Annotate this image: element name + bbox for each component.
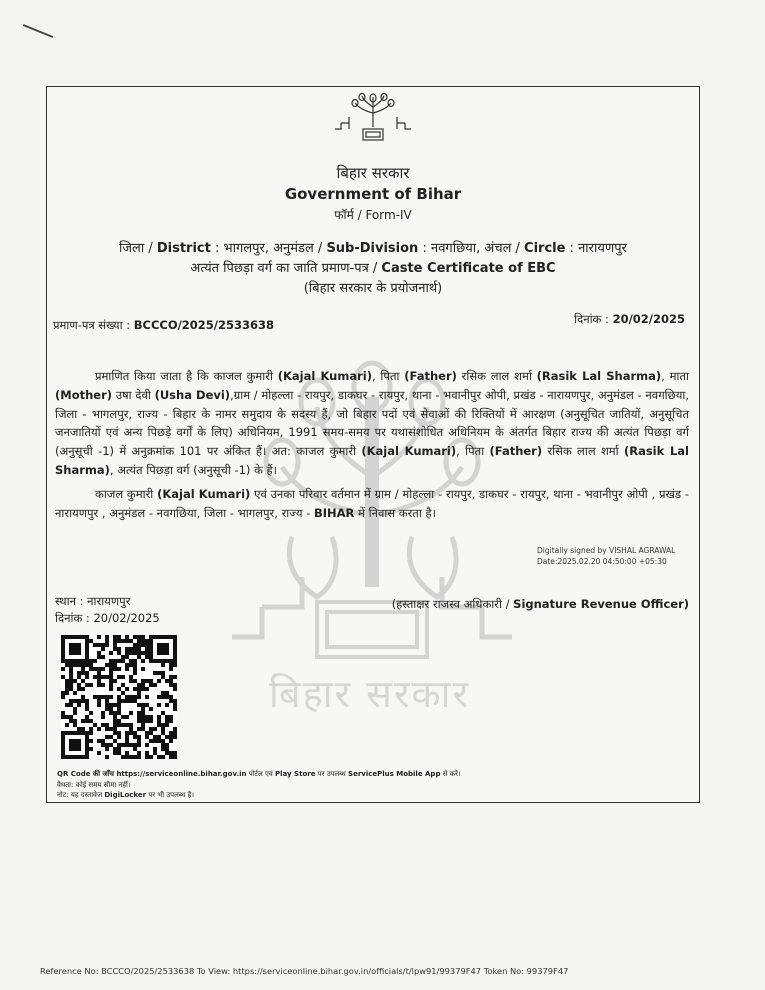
digilocker-note: नोट: यह दस्तावेज DigiLocker पर भी उपलब्ध है। [57, 791, 194, 799]
footer-reference: Reference No: BCCCO/2025/2533638 To View: https://serviceonline.bihar.gov.in/officials/t/lpw91/99379F47 Token No: 99379F47 [40, 966, 569, 976]
place-date-block [55, 593, 160, 627]
watermark-text: बिहार सरकार [269, 672, 470, 716]
certificate-type: अत्यंत पिछड़ा वर्ग का जाति प्रमाण-पत्र / Caste Certificate of EBC [190, 261, 556, 276]
form-number: फॉर्म / Form-IV [334, 208, 412, 222]
certification-paragraph: प्रमाणित किया जाता है कि काजल कुमारी (Kajal Kumari), पिता (Father) रसिक लाल शर्मा (Rasik Lal Sharma), माता (Mother) उषा देवी (Usha Devi),ग्राम / मोहल्ला - रायपुर, डाकघर - रायपुर, थाना - भवानीपुर ओपी, प्रखंड - नारायणपुर, अनुमंडल - नवगछिया, जिला - भागलपुर, राज्य - बिहार के नामर समुदाय के सदस्य हैं, जो बिहार पदों एवं सेवाओं की रिक्तियों में आरक्षण (अनुसूचित जातियों, अनुसूचित जनजातियों एवं अन्य पिछड़े वर्गों के लिए) अधिनियम, 1991 समय-समय पर यथासंशोधित अधिनियम के अंतर्गत बिहार राज्य की अत्यंत पिछड़ा वर्ग (अनुसूची -1) में अनुक्रमांक 101 पर अंकित हैं। अत: काजल कुमारी (Kajal Kumari), पिता (Father) रसिक लाल शर्मा (Rasik Lal Sharma), अत्यंत पिछड़ा वर्ग (अनुसूची -1) के हैं। [55, 369, 690, 477]
officer-signature-label: (हस्ताक्षर राजस्व अधिकारी / Signature Revenue Officer) [391, 597, 689, 611]
issue-date-top: दिनांक : 20/02/2025 [574, 312, 685, 326]
bihar-emblem-icon [335, 93, 411, 143]
verification-qr-code[interactable] [61, 635, 177, 759]
district-line: जिला / District : भागलपुर, अनुमंडल / Sub-Division : नवगछिया, अंचल / Circle : नारायणपुर [119, 241, 627, 256]
header-hindi-title: बिहार सरकार [336, 164, 410, 182]
certificate-frame [46, 86, 700, 803]
place-line: स्थान : नारायणपुर [55, 594, 131, 608]
header-english-title: Government of Bihar [284, 185, 462, 203]
qr-note: QR Code की जाँच https://serviceonline.bihar.gov.in पोर्टल एवं Play Store पर उपलब्ध ServicePlus Mobile App से करें। [57, 770, 461, 778]
scan-pen-mark [23, 24, 53, 38]
digital-signature: Digitally signed by VISHAL AGRAWAL Date:2025.02.20 04:50:00 +05:30 [537, 546, 676, 566]
validity-note: वैधता: कोई समय सीमा नहीं। [57, 780, 131, 789]
date-line: दिनांक : 20/02/2025 [55, 611, 160, 625]
residence-paragraph: काजल कुमारी (Kajal Kumari) एवं उनका परिवार वर्तमान में ग्राम / मोहल्ला - रायपुर, डाकघर - रायपुर, थाना - भवानीपुर ओपी , प्रखंड - नारायणपुर , अनुमंडल - नवगछिया, जिला - भागलपुर, राज्य - BIHAR में निवास करता है। [55, 487, 689, 520]
certificate-purpose: (बिहार सरकार के प्रयोजनार्थ) [303, 281, 443, 296]
verification-notes [57, 769, 461, 801]
certificate-number: प्रमाण-पत्र संख्या : BCCCO/2025/2533638 [53, 318, 275, 332]
